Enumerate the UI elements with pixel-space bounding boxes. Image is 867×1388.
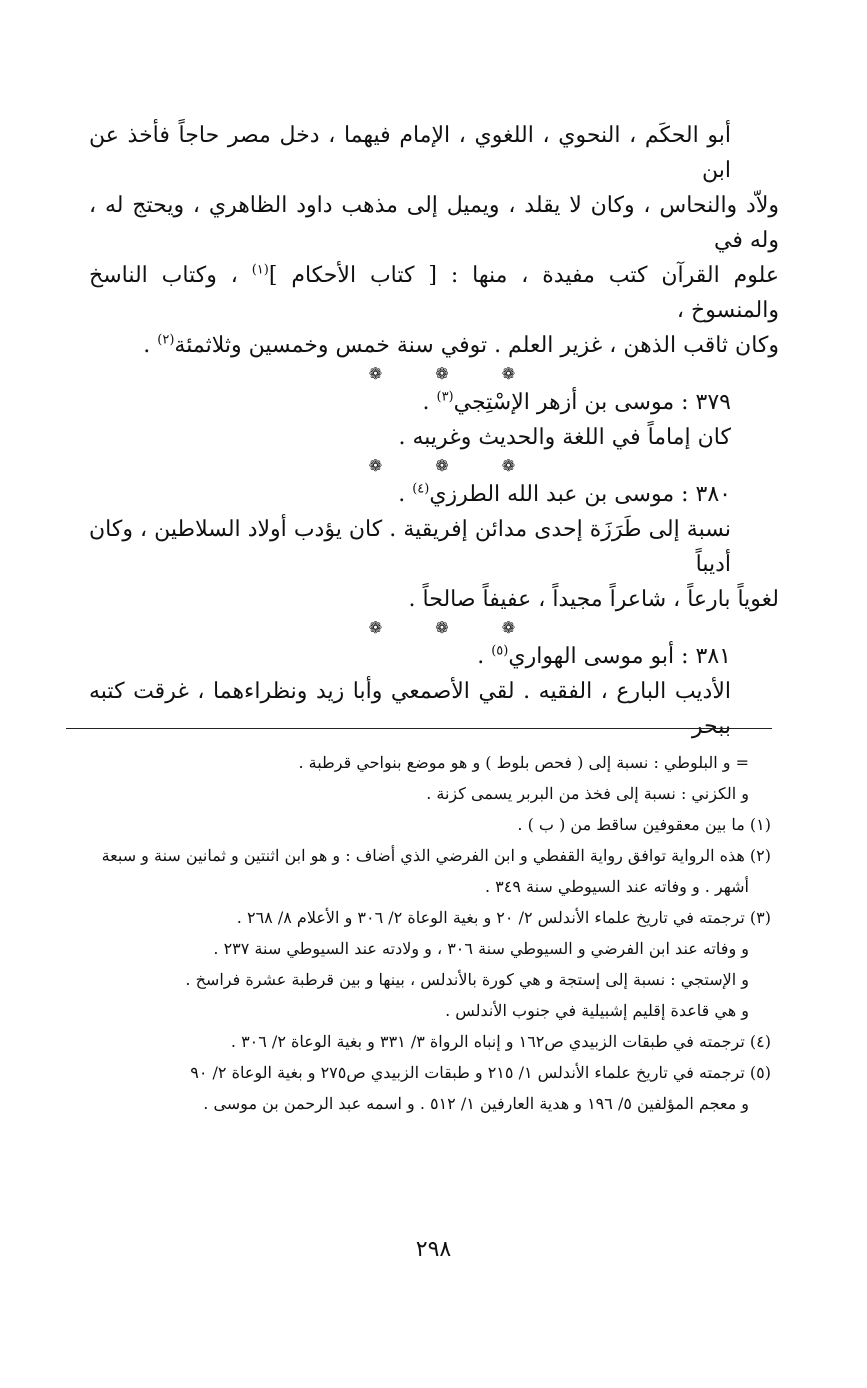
paragraph-line: أبو الحكَم ، النحوي ، اللغوي ، الإمام فيهما ، دخل مصر حاجاً فأخذ عن ابن [89,123,731,183]
entry-text: الأديب البارع ، الفقيه . لقي الأصمعي وأبا زيد ونظراءهما ، غرقت كتبه ببحر [89,679,731,739]
footnote-line: (١) ما بين معقوفين ساقط من ( ب ) . [517,815,771,834]
footnote-line: و وفاته عند ابن الفرضي و السيوطي سنة ٣٠٦ ، و ولادته عند السيوطي سنة ٢٣٧ . [213,939,749,958]
footnote-line: (٥) ترجمته في تاريخ علماء الأندلس ١/ ٢١٥ و طبقات الزبيدي ص٢٧٥ و بغية الوعاة ٢/ ٩٠ [190,1063,771,1082]
footnote-line: (٤) ترجمته في طبقات الزبيدي ص١٦٢ و إنباه الرواة ٣/ ٣٣١ و بغية الوعاة ٢/ ٣٠٦ . [230,1032,771,1051]
entry-text: لغوياً بارعاً ، شاعراً مجيداً ، عفيفاً صالحاً . [408,587,779,612]
footnote-line: و الإستجي : نسبة إلى إستجة و هي كورة بالأندلس ، بينها و بين قرطبة عشرة فراسخ . [185,970,749,989]
paragraph-line: علوم القرآن كتب مفيدة ، منها : [ كتاب الأحكام ]$^{(١)}$ ، وكتاب الناسخ والمنسوخ ، [89,262,780,323]
footnote-ref: (٥) [491,643,509,659]
entry-heading: ٣٨٠ : موسى بن عبد الله الطرزي$^{(٤)}$ . [398,481,731,507]
footnote-line: أشهر . و وفاته عند السيوطي سنة ٣٤٩ . [484,877,749,896]
footnote-line: و الكزني : نسبة إلى فخذ من البربر يسمى كزنة . [426,784,749,803]
section-separator: ❁ ❁ ❁ [368,364,540,383]
paragraph-line: ولاّد والنحاس ، وكان لا يقلد ، ويميل إلى مذهب داود الظاهري ، ويحتج له ، وله في [89,193,779,253]
section-separator: ❁ ❁ ❁ [368,456,540,475]
footnote-line: (٣) ترجمته في تاريخ علماء الأندلس ٢/ ٢٠ و بغية الوعاة ٢/ ٣٠٦ و الأعلام ٨/ ٢٦٨ . [236,908,771,927]
footnote-ref: (٣) [436,389,454,405]
footnote-ref: (٤) [412,481,430,497]
footnote-line: و هي قاعدة إقليم إشبيلية في جنوب الأندلس . [445,1001,749,1020]
footnote-ref: (٢) [157,332,175,348]
footnote-line: = و البلوطي : نسبة إلى ( فحص بلوط ) و هو موضع بنواحي قرطبة . [298,753,749,772]
footnote-divider [66,728,772,729]
section-separator: ❁ ❁ ❁ [368,618,540,637]
entry-heading: ٣٨١ : أبو موسى الهواري$^{(٥)}$ . [477,643,731,669]
footnotes [51,747,771,1119]
footnote-line: (٢) هذه الرواية توافق رواية القفطي و ابن الفرضي الذي أضاف : و هو ابن اثنتين و ثمانين سنة و سبعة [101,846,771,865]
footnote-line: و معجم المؤلفين ٥/ ١٩٦ و هدية العارفين ١/ ٥١٢ . و اسمه عبد الرحمن بن موسى . [203,1094,749,1113]
page-number: ٢٩٨ [415,1237,452,1262]
main-text [89,118,779,744]
footnote-ref: (١) [251,262,269,278]
paragraph-line: وكان ثاقب الذهن ، غزير العلم . توفي سنة خمس وخمسين وثلاثمئة$^{(٢)}$ . [143,332,779,358]
entry-heading: ٣٧٩ : موسى بن أزهر الإسْتِجي$^{(٣)}$ . [422,389,731,415]
entry-text: نسبة إلى طَرَزَة إحدى مدائن إفريقية . كان يؤدب أولاد السلاطين ، وكان أديباً [89,517,731,577]
entry-text: كان إماماً في اللغة والحديث وغريبه . [398,425,731,450]
